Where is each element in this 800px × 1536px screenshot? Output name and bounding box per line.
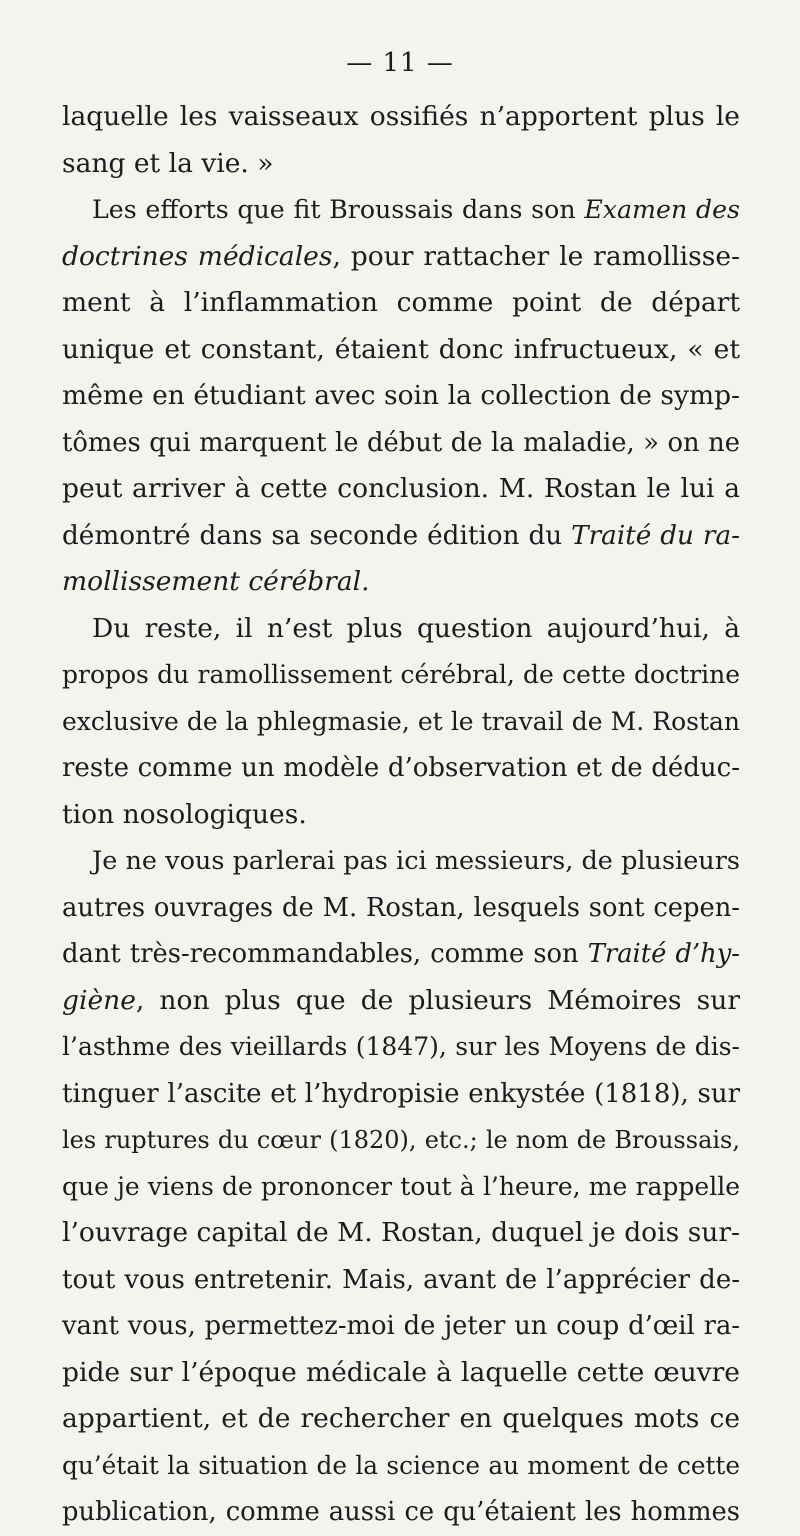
text-span: tômes qui marquent le début de la maladie, » on ne: [62, 427, 740, 458]
italic-title: Traité d’hy-: [587, 939, 740, 969]
text-span: publication, comme aussi ce qu’étaient les hommes: [62, 1497, 740, 1527]
text-line: [62, 652, 740, 699]
text-span: , non plus que de plusieurs Mémoires sur: [135, 984, 740, 1016]
text-line: [62, 792, 740, 839]
text-span: sang et la vie. »: [62, 147, 274, 179]
text-span: appartient, et de rechercher en quelques mots ce: [62, 1403, 740, 1434]
text-span: pide sur l’époque médicale à laquelle cette œuvre: [62, 1356, 740, 1388]
text-line: [62, 559, 740, 606]
text-span: démontré dans sa seconde édition du: [62, 520, 572, 551]
italic-title: doctrines médicales: [62, 240, 333, 272]
text-span: l’ouvrage capital de M. Rostan, duquel je dois sur-: [62, 1217, 740, 1248]
text-line: [62, 94, 740, 141]
text-span: Je ne vous parlerai pas ici messieurs, de plusieurs: [92, 846, 740, 876]
text-line: [62, 187, 740, 234]
text-line: [62, 234, 740, 281]
text-span: même en étudiant avec soin la collection de symp-: [62, 380, 740, 411]
text-line: [62, 838, 740, 885]
text-line: [62, 1257, 740, 1304]
text-span: , pour rattacher le ramollisse-: [332, 240, 740, 272]
text-span: Les efforts que fit Broussais dans son: [92, 195, 585, 224]
text-line: [62, 1024, 740, 1071]
text-line: [62, 1303, 740, 1350]
text-span: l’asthme des vieillards (1847), sur les Moyens de dis-: [62, 1032, 740, 1061]
text-span: les ruptures du cœur (1820), etc.; le nom de Broussais,: [62, 1126, 740, 1154]
text-span: qu’était la situation de la science au moment de cette: [62, 1450, 740, 1480]
text-span: dant très-recommandables, comme son: [62, 939, 588, 969]
text-line: [62, 1396, 740, 1443]
text-span: Du reste, il n’est plus question aujourd’hui, à: [92, 612, 740, 644]
text-line: [62, 1071, 740, 1118]
text-span: reste comme un modèle d’observation et de déduc-: [62, 753, 740, 783]
text-span: unique et constant, étaient donc infructueux, « et: [62, 333, 740, 365]
text-span: peut arriver à cette conclusion. M. Rostan le lui a: [62, 473, 740, 504]
text-line: [62, 1489, 740, 1536]
page-number: — 11 —: [346, 48, 454, 78]
italic-title: Traité du ra-: [571, 520, 740, 551]
text-span: tinguer l’ascite et l’hydropisie enkystée (1818), sur: [62, 1078, 740, 1109]
text-line: [62, 373, 740, 420]
text-span: ment à l’inflammation comme point de départ: [62, 287, 740, 318]
text-line: [62, 280, 740, 327]
text-line: [62, 1164, 740, 1211]
text-span: vant vous, permettez-moi de jeter un coup d’œil ra-: [62, 1311, 740, 1341]
text-line: [62, 1443, 740, 1490]
text-line: [62, 931, 740, 978]
text-line: [62, 1117, 740, 1164]
text-span: tout vous entretenir. Mais, avant de l’apprécier de-: [62, 1264, 740, 1295]
text-line: [62, 513, 740, 560]
text-span: laquelle les vaisseaux ossifiés n’apportent plus le: [62, 101, 740, 132]
italic-title: Examen des: [584, 195, 740, 224]
text-line: [62, 1210, 740, 1257]
text-span: tion nosologiques.: [62, 798, 307, 830]
text-line: [62, 327, 740, 374]
italic-title: mollissement cérébral.: [62, 566, 370, 597]
text-line: [62, 978, 740, 1025]
text-line: [62, 606, 740, 653]
text-span: propos du ramollissement cérébral, de cette doctrine: [62, 660, 740, 689]
text-line: [62, 699, 740, 746]
text-line: [62, 745, 740, 792]
text-span: autres ouvrages de M. Rostan, lesquels sont cepen-: [62, 892, 740, 923]
body-text: [62, 94, 740, 1536]
text-line: [62, 885, 740, 932]
text-line: [62, 420, 740, 467]
text-span: que je viens de prononcer tout à l’heure, me rappelle: [62, 1171, 740, 1201]
italic-title: giène: [62, 984, 136, 1016]
text-line: [62, 466, 740, 513]
text-line: [62, 141, 740, 188]
text-span: exclusive de la phlegmasie, et le travail de M. Rostan: [62, 706, 740, 736]
